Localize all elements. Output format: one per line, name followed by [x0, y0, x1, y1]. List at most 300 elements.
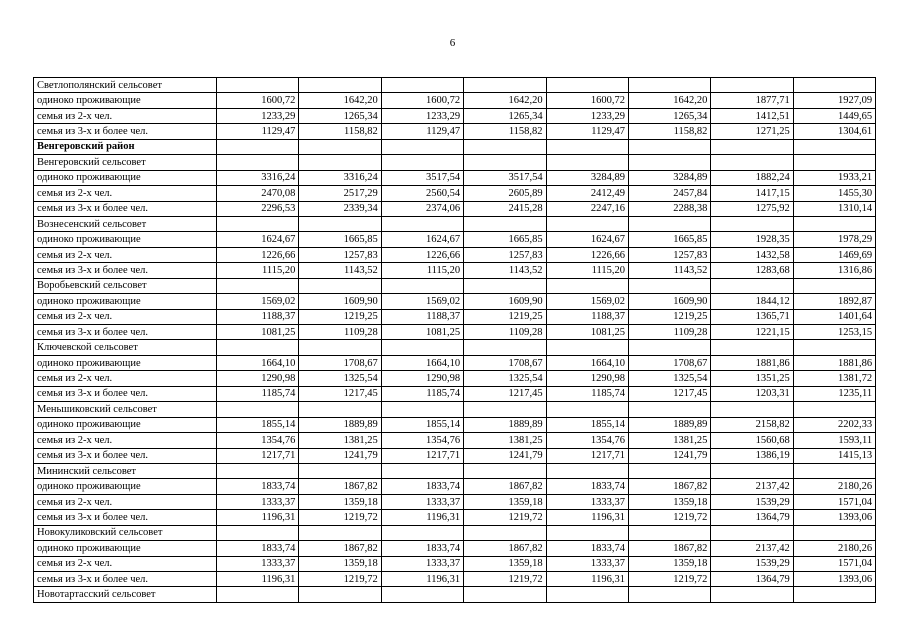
table-cell — [217, 78, 299, 93]
table-cell: 1203,31 — [711, 386, 793, 401]
table-cell — [711, 402, 793, 417]
table-cell: 1271,25 — [711, 124, 793, 139]
table-cell: 1241,79 — [299, 448, 381, 463]
table-cell: 1432,58 — [711, 247, 793, 262]
table-cell: 1417,15 — [711, 186, 793, 201]
table-cell — [381, 139, 463, 154]
table-row — [34, 355, 876, 370]
table-cell — [381, 402, 463, 417]
table-cell — [628, 278, 710, 293]
table-cell — [546, 139, 628, 154]
table-cell — [381, 278, 463, 293]
table-cell: 1664,10 — [217, 355, 299, 370]
table-cell — [793, 525, 875, 540]
table-cell: 1359,18 — [628, 494, 710, 509]
table-cell: 1185,74 — [546, 386, 628, 401]
table-cell: 1877,71 — [711, 93, 793, 108]
table-cell: 1115,20 — [381, 263, 463, 278]
table-cell: 1833,74 — [546, 479, 628, 494]
table-cell — [217, 402, 299, 417]
table-cell: 1158,82 — [464, 124, 546, 139]
table-cell: 1889,89 — [628, 417, 710, 432]
table-cell: 1233,29 — [381, 108, 463, 123]
table-cell — [299, 463, 381, 478]
table-cell: 1844,12 — [711, 294, 793, 309]
table-cell — [793, 216, 875, 231]
table-cell: 1275,92 — [711, 201, 793, 216]
section-header-row — [34, 340, 876, 355]
table-cell: 1889,89 — [299, 417, 381, 432]
table-row — [34, 170, 876, 185]
table-cell — [711, 78, 793, 93]
table-cell — [464, 463, 546, 478]
table-cell — [546, 278, 628, 293]
table-cell: 1867,82 — [628, 479, 710, 494]
table-cell: 1381,72 — [793, 371, 875, 386]
table-cell: 1226,66 — [217, 247, 299, 262]
table-cell: 1219,72 — [299, 510, 381, 525]
table-cell: 1833,74 — [381, 541, 463, 556]
table-cell: 1609,90 — [299, 294, 381, 309]
table-cell: 1386,19 — [711, 448, 793, 463]
row-label: семья из 2-х чел. — [34, 494, 217, 509]
table-cell: 1624,67 — [546, 232, 628, 247]
table-cell: 1109,28 — [299, 325, 381, 340]
table-cell — [464, 525, 546, 540]
table-cell: 1889,89 — [464, 417, 546, 432]
table-cell — [217, 463, 299, 478]
table-cell: 1158,82 — [299, 124, 381, 139]
table-cell — [546, 402, 628, 417]
table-cell: 1217,71 — [217, 448, 299, 463]
table-cell — [381, 525, 463, 540]
table-row — [34, 572, 876, 587]
settlement-name: Ключевской сельсовет — [34, 340, 217, 355]
table-cell: 1333,37 — [546, 556, 628, 571]
table-cell: 1364,79 — [711, 510, 793, 525]
table-row — [34, 556, 876, 571]
table-cell: 2412,49 — [546, 186, 628, 201]
table-cell: 1569,02 — [217, 294, 299, 309]
page-number: 6 — [449, 37, 456, 49]
table-cell: 1569,02 — [381, 294, 463, 309]
table-cell: 1217,45 — [464, 386, 546, 401]
table-cell: 1412,51 — [711, 108, 793, 123]
table-cell — [793, 139, 875, 154]
row-label: семья из 2-х чел. — [34, 371, 217, 386]
table-cell: 3284,89 — [546, 170, 628, 185]
table-row — [34, 294, 876, 309]
table-cell: 1129,47 — [217, 124, 299, 139]
tariff-table — [33, 77, 876, 603]
table-cell: 1867,82 — [299, 541, 381, 556]
table-cell: 1365,71 — [711, 309, 793, 324]
table-cell: 1257,83 — [464, 247, 546, 262]
table-cell: 1708,67 — [464, 355, 546, 370]
table-cell — [628, 587, 710, 602]
table-cell: 1401,64 — [793, 309, 875, 324]
table-cell: 1642,20 — [628, 93, 710, 108]
table-cell — [546, 216, 628, 231]
table-cell — [711, 525, 793, 540]
table-cell: 1188,37 — [217, 309, 299, 324]
table-cell: 1316,86 — [793, 263, 875, 278]
table-cell: 1665,85 — [628, 232, 710, 247]
settlement-name: Мининский сельсовет — [34, 463, 217, 478]
section-header-row — [34, 216, 876, 231]
table-cell: 1115,20 — [546, 263, 628, 278]
table-cell: 1233,29 — [217, 108, 299, 123]
table-cell — [299, 216, 381, 231]
table-cell — [464, 155, 546, 170]
table-cell: 1354,76 — [381, 433, 463, 448]
table-cell: 1310,14 — [793, 201, 875, 216]
table-cell: 1600,72 — [217, 93, 299, 108]
table-cell: 1569,02 — [546, 294, 628, 309]
section-header-row — [34, 155, 876, 170]
table-cell: 1593,11 — [793, 433, 875, 448]
table-cell — [793, 463, 875, 478]
table-cell — [793, 155, 875, 170]
table-cell: 1283,68 — [711, 263, 793, 278]
table-cell: 2288,38 — [628, 201, 710, 216]
row-label: одиноко проживающие — [34, 93, 217, 108]
table-cell: 1304,61 — [793, 124, 875, 139]
table-cell: 1265,34 — [299, 108, 381, 123]
table-cell — [546, 78, 628, 93]
row-label: семья из 2-х чел. — [34, 433, 217, 448]
table-cell: 1927,09 — [793, 93, 875, 108]
settlement-name: Воробьевский сельсовет — [34, 278, 217, 293]
table-cell — [299, 402, 381, 417]
table-cell: 2374,06 — [381, 201, 463, 216]
table-cell: 1359,18 — [464, 494, 546, 509]
table-cell — [464, 139, 546, 154]
table-cell: 1081,25 — [217, 325, 299, 340]
table-cell — [217, 525, 299, 540]
table-cell — [711, 278, 793, 293]
table-cell: 1664,10 — [381, 355, 463, 370]
table-cell: 1143,52 — [464, 263, 546, 278]
table-cell — [217, 155, 299, 170]
table-row — [34, 386, 876, 401]
table-cell: 1664,10 — [546, 355, 628, 370]
settlement-name: Новокуликовский сельсовет — [34, 525, 217, 540]
section-header-row — [34, 587, 876, 602]
table-cell: 1393,06 — [793, 510, 875, 525]
table-cell: 1469,69 — [793, 247, 875, 262]
table-cell: 1109,28 — [628, 325, 710, 340]
table-cell: 1609,90 — [628, 294, 710, 309]
table-cell: 1539,29 — [711, 494, 793, 509]
table-cell: 1381,25 — [299, 433, 381, 448]
table-cell: 1143,52 — [299, 263, 381, 278]
table-cell: 1600,72 — [546, 93, 628, 108]
table-row — [34, 108, 876, 123]
table-row — [34, 417, 876, 432]
table-cell: 1933,21 — [793, 170, 875, 185]
table-cell — [793, 402, 875, 417]
table-cell: 3284,89 — [628, 170, 710, 185]
table-cell: 1333,37 — [217, 556, 299, 571]
table-cell: 3517,54 — [464, 170, 546, 185]
table-cell: 2296,53 — [217, 201, 299, 216]
table-cell — [299, 78, 381, 93]
table-cell: 1325,54 — [628, 371, 710, 386]
table-cell — [711, 340, 793, 355]
table-cell — [217, 340, 299, 355]
table-cell: 1571,04 — [793, 494, 875, 509]
table-cell: 3517,54 — [381, 170, 463, 185]
table-row — [34, 263, 876, 278]
row-label: семья из 2-х чел. — [34, 309, 217, 324]
table-cell: 2470,08 — [217, 186, 299, 201]
table-cell: 1665,85 — [299, 232, 381, 247]
table-cell: 1600,72 — [381, 93, 463, 108]
table-cell — [628, 525, 710, 540]
table-cell — [381, 155, 463, 170]
table-cell: 1449,65 — [793, 108, 875, 123]
table-cell: 1217,45 — [299, 386, 381, 401]
table-cell — [546, 155, 628, 170]
row-label: одиноко проживающие — [34, 479, 217, 494]
table-cell — [299, 155, 381, 170]
table-cell: 1560,68 — [711, 433, 793, 448]
table-cell: 1333,37 — [217, 494, 299, 509]
table-cell — [628, 155, 710, 170]
table-cell — [793, 78, 875, 93]
table-cell: 1642,20 — [464, 93, 546, 108]
table-cell: 1290,98 — [381, 371, 463, 386]
table-cell — [628, 78, 710, 93]
table-cell: 1217,71 — [546, 448, 628, 463]
table-cell — [711, 155, 793, 170]
table-cell: 1867,82 — [628, 541, 710, 556]
table-row — [34, 433, 876, 448]
table-cell: 1129,47 — [381, 124, 463, 139]
section-header-row — [34, 278, 876, 293]
table-cell: 1217,45 — [628, 386, 710, 401]
table-row — [34, 124, 876, 139]
settlement-name: Светлополянский сельсовет — [34, 78, 217, 93]
table-cell: 1833,74 — [546, 541, 628, 556]
table-cell — [546, 340, 628, 355]
table-cell: 1241,79 — [464, 448, 546, 463]
table-row — [34, 309, 876, 324]
table-cell: 3316,24 — [217, 170, 299, 185]
table-cell — [793, 278, 875, 293]
table-cell: 1708,67 — [628, 355, 710, 370]
table-cell: 1867,82 — [464, 479, 546, 494]
table-cell — [628, 139, 710, 154]
table-cell — [711, 587, 793, 602]
table-cell: 1609,90 — [464, 294, 546, 309]
table-cell: 1881,86 — [711, 355, 793, 370]
table-row — [34, 494, 876, 509]
table-cell: 1881,86 — [793, 355, 875, 370]
table-cell — [546, 525, 628, 540]
table-cell: 1359,18 — [628, 556, 710, 571]
table-cell: 1333,37 — [381, 556, 463, 571]
table-cell — [381, 216, 463, 231]
table-cell: 1381,25 — [628, 433, 710, 448]
table-cell: 1185,74 — [217, 386, 299, 401]
table-cell — [546, 463, 628, 478]
table-cell: 1196,31 — [381, 510, 463, 525]
table-cell: 1455,30 — [793, 186, 875, 201]
table-cell: 1665,85 — [464, 232, 546, 247]
table-cell: 1265,34 — [628, 108, 710, 123]
table-cell — [217, 216, 299, 231]
table-row — [34, 186, 876, 201]
table-cell: 1196,31 — [546, 572, 628, 587]
table-row — [34, 448, 876, 463]
settlement-name: Венгеровский сельсовет — [34, 155, 217, 170]
table-cell: 1196,31 — [217, 510, 299, 525]
table-cell — [793, 587, 875, 602]
table-cell: 1359,18 — [299, 494, 381, 509]
table-cell: 2202,33 — [793, 417, 875, 432]
table-cell — [464, 216, 546, 231]
table-cell: 1624,67 — [217, 232, 299, 247]
table-cell: 1081,25 — [546, 325, 628, 340]
table-cell — [299, 340, 381, 355]
table-cell: 3316,24 — [299, 170, 381, 185]
table-cell: 1257,83 — [299, 247, 381, 262]
row-label: семья из 2-х чел. — [34, 186, 217, 201]
table-cell: 1253,15 — [793, 325, 875, 340]
table-cell — [381, 78, 463, 93]
row-label: одиноко проживающие — [34, 232, 217, 247]
row-label: семья из 2-х чел. — [34, 556, 217, 571]
table-cell — [464, 402, 546, 417]
row-label: семья из 2-х чел. — [34, 108, 217, 123]
section-header-row — [34, 525, 876, 540]
table-cell — [299, 525, 381, 540]
table-cell — [628, 463, 710, 478]
table-row — [34, 510, 876, 525]
table-cell: 2180,26 — [793, 541, 875, 556]
table-cell: 1221,15 — [711, 325, 793, 340]
table-cell: 1928,35 — [711, 232, 793, 247]
table-cell: 1226,66 — [381, 247, 463, 262]
table-cell: 1333,37 — [546, 494, 628, 509]
table-cell: 2137,42 — [711, 541, 793, 556]
table-cell: 2457,84 — [628, 186, 710, 201]
section-header-row — [34, 463, 876, 478]
table-row — [34, 325, 876, 340]
table-row — [34, 541, 876, 556]
table-cell — [628, 340, 710, 355]
settlement-name: Меньшиковский сельсовет — [34, 402, 217, 417]
table-cell: 1219,25 — [628, 309, 710, 324]
table-cell: 2605,89 — [464, 186, 546, 201]
table-cell: 1233,29 — [546, 108, 628, 123]
table-cell: 1143,52 — [628, 263, 710, 278]
table-cell: 1158,82 — [628, 124, 710, 139]
table-cell: 1354,76 — [217, 433, 299, 448]
table-cell: 1351,25 — [711, 371, 793, 386]
row-label: одиноко проживающие — [34, 170, 217, 185]
table-row — [34, 371, 876, 386]
tariff-table-body — [34, 78, 876, 603]
table-cell — [217, 587, 299, 602]
table-cell: 1219,72 — [628, 510, 710, 525]
table-cell — [793, 340, 875, 355]
table-cell: 1219,25 — [464, 309, 546, 324]
table-row — [34, 479, 876, 494]
table-cell: 1393,06 — [793, 572, 875, 587]
table-cell: 1290,98 — [546, 371, 628, 386]
table-cell — [628, 402, 710, 417]
table-cell: 2247,16 — [546, 201, 628, 216]
table-cell — [464, 340, 546, 355]
table-cell: 1624,67 — [381, 232, 463, 247]
table-cell: 1219,72 — [464, 510, 546, 525]
table-cell: 1188,37 — [381, 309, 463, 324]
table-cell — [381, 463, 463, 478]
table-cell — [381, 340, 463, 355]
section-header-row — [34, 402, 876, 417]
table-cell — [711, 216, 793, 231]
table-cell: 1882,24 — [711, 170, 793, 185]
table-cell: 1185,74 — [381, 386, 463, 401]
table-cell — [217, 278, 299, 293]
table-cell — [299, 587, 381, 602]
table-cell: 1217,71 — [381, 448, 463, 463]
table-row — [34, 201, 876, 216]
table-cell: 2517,29 — [299, 186, 381, 201]
table-cell: 1855,14 — [217, 417, 299, 432]
table-cell: 1325,54 — [299, 371, 381, 386]
row-label: семья из 3-х и более чел. — [34, 510, 217, 525]
table-cell: 1109,28 — [464, 325, 546, 340]
table-cell: 1415,13 — [793, 448, 875, 463]
table-cell: 1219,25 — [299, 309, 381, 324]
table-cell: 1196,31 — [546, 510, 628, 525]
table-cell — [628, 216, 710, 231]
table-cell — [464, 587, 546, 602]
table-cell — [711, 139, 793, 154]
table-cell: 1867,82 — [464, 541, 546, 556]
table-cell: 1235,11 — [793, 386, 875, 401]
district-name: Венгеровский район — [34, 139, 217, 154]
table-cell: 1833,74 — [381, 479, 463, 494]
table-cell: 1867,82 — [299, 479, 381, 494]
district-header-row — [34, 139, 876, 154]
table-cell: 1129,47 — [546, 124, 628, 139]
row-label: одиноко проживающие — [34, 355, 217, 370]
table-cell: 1359,18 — [299, 556, 381, 571]
row-label: семья из 3-х и более чел. — [34, 448, 217, 463]
table-cell: 1855,14 — [546, 417, 628, 432]
table-row — [34, 93, 876, 108]
table-cell: 1196,31 — [381, 572, 463, 587]
row-label: семья из 2-х чел. — [34, 247, 217, 262]
table-cell: 1290,98 — [217, 371, 299, 386]
table-cell: 1978,29 — [793, 232, 875, 247]
table-cell: 2415,28 — [464, 201, 546, 216]
table-cell: 2137,42 — [711, 479, 793, 494]
table-cell: 1265,34 — [464, 108, 546, 123]
table-cell: 1257,83 — [628, 247, 710, 262]
table-cell — [299, 278, 381, 293]
table-cell: 1571,04 — [793, 556, 875, 571]
table-cell: 1381,25 — [464, 433, 546, 448]
table-cell — [546, 587, 628, 602]
row-label: семья из 3-х и более чел. — [34, 386, 217, 401]
table-cell: 1333,37 — [381, 494, 463, 509]
